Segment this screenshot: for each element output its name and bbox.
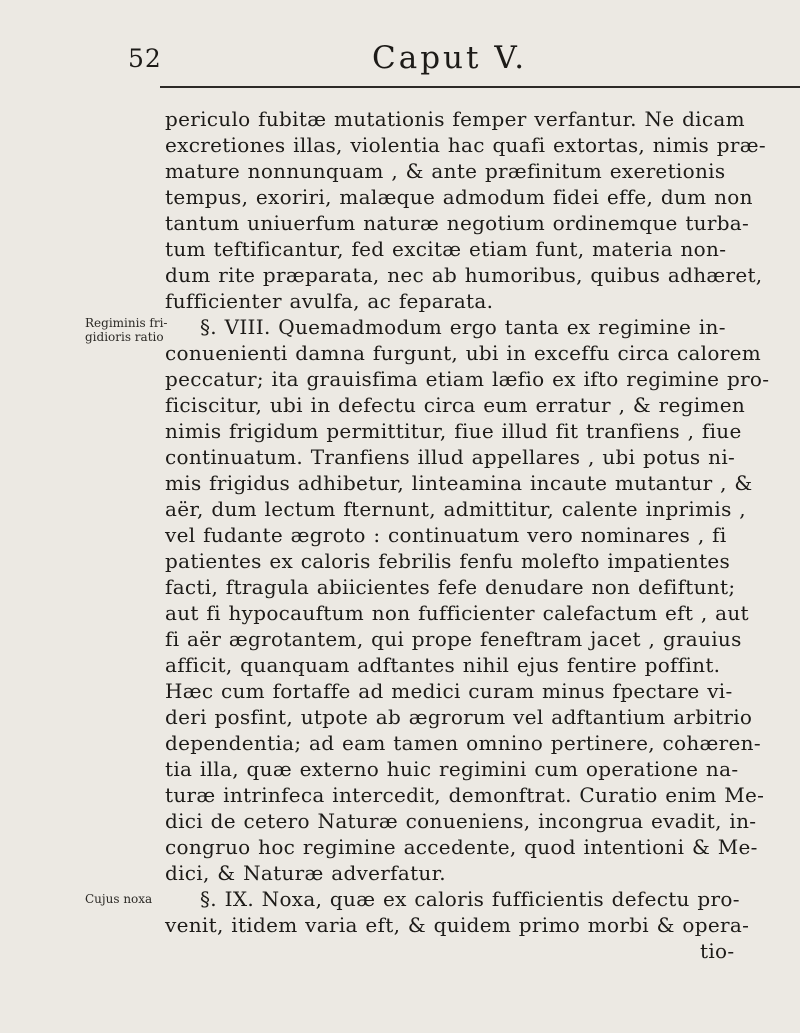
text-line: ficiscitur, ubi in defectu circa eum erratur , & regimen — [165, 393, 746, 417]
text-line: vel fudante ægroto : continuatum vero nominares , fi — [165, 523, 727, 547]
text-line: mis frigidus adhibetur, linteamina incaute mutantur , & — [165, 471, 753, 495]
text-line: nimis frigidum permittitur, fiue illud fit tranfiens , fiue — [165, 419, 742, 443]
margin-note-line: Cujus noxa — [85, 892, 153, 906]
margin-note-line: Regiminis fri- — [85, 316, 168, 330]
text-line: venit, itidem varia eft, & quidem primo morbi & opera- — [165, 913, 750, 937]
page-header — [0, 40, 800, 100]
paragraph-heading-viii: §. VIII. Quemadmodum ergo tanta ex regimine in- — [200, 315, 726, 339]
paragraph-heading-ix: §. IX. Noxa, quæ ex caloris fufficientis defectu pro- — [200, 887, 740, 911]
page-number: 52 — [128, 44, 162, 73]
text-line: dici de cetero Naturæ conueniens, incongrua evadit, in- — [165, 809, 757, 833]
text-line: tempus, exoriri, malæque admodum fidei effe, dum non — [165, 185, 753, 209]
text-line: peccatur; ita grauisfima etiam læfio ex ifto regimine pro- — [165, 367, 770, 391]
text-line: mature nonnunquam , & ante præfinitum exeretionis — [165, 159, 726, 183]
text-line: fi aër ægrotantem, qui prope feneftram jacet , grauius — [165, 627, 742, 651]
text-line: fufficienter avulfa, ac feparata. — [165, 289, 494, 313]
margin-note-noxa — [85, 892, 152, 906]
margin-note-line: gidioris ratio — [85, 330, 164, 344]
text-line: patientes ex caloris febrilis fenfu molefto impatientes — [165, 549, 731, 573]
margin-note-regiminis — [85, 316, 167, 344]
running-head: Caput V. — [372, 40, 528, 76]
header-rule — [160, 86, 800, 88]
text-line: facti, ftragula abiicientes fefe denudare non defiftunt; — [165, 575, 736, 599]
text-line: turæ intrinfeca intercedit, demonftrat. Curatio enim Me- — [165, 783, 765, 807]
text-line: aut fi hypocauftum non fufficienter calefactum eft , aut — [165, 601, 749, 625]
text-line: congruo hoc regimine accedente, quod intentioni & Me- — [165, 835, 758, 859]
text-line: tum teftificantur, fed excitæ etiam funt, materia non- — [165, 237, 727, 261]
text-line: Hæc cum fortaffe ad medici curam minus fpectare vi- — [165, 679, 733, 703]
text-line: continuatum. Tranfiens illud appellares , ubi potus ni- — [165, 445, 736, 469]
text-line: periculo fubitæ mutationis femper verfantur. Ne dicam — [165, 107, 745, 131]
text-line: dependentia; ad eam tamen omnino pertinere, cohæren- — [165, 731, 761, 755]
text-line: deri posfint, utpote ab ægrorum vel adftantium arbitrio — [165, 705, 753, 729]
text-line: aër, dum lectum fternunt, admittitur, calente inprimis , — [165, 497, 746, 521]
text-line: conuenienti damna furgunt, ubi in exceffu circa calorem — [165, 341, 761, 365]
text-line: excretiones illas, violentia hac quafi extortas, nimis præ- — [165, 133, 766, 157]
catchword: tio- — [700, 939, 735, 963]
text-line: dum rite præparata, nec ab humoribus, quibus adhæret, — [165, 263, 763, 287]
text-line: afficit, quanquam adftantes nihil ejus fentire poffint. — [165, 653, 721, 677]
text-line: dici, & Naturæ adverfatur. — [165, 861, 446, 885]
text-line: tia illa, quæ externo huic regimini cum operatione na- — [165, 757, 739, 781]
text-line: tantum uniuerfum naturæ negotium ordinemque turba- — [165, 211, 750, 235]
